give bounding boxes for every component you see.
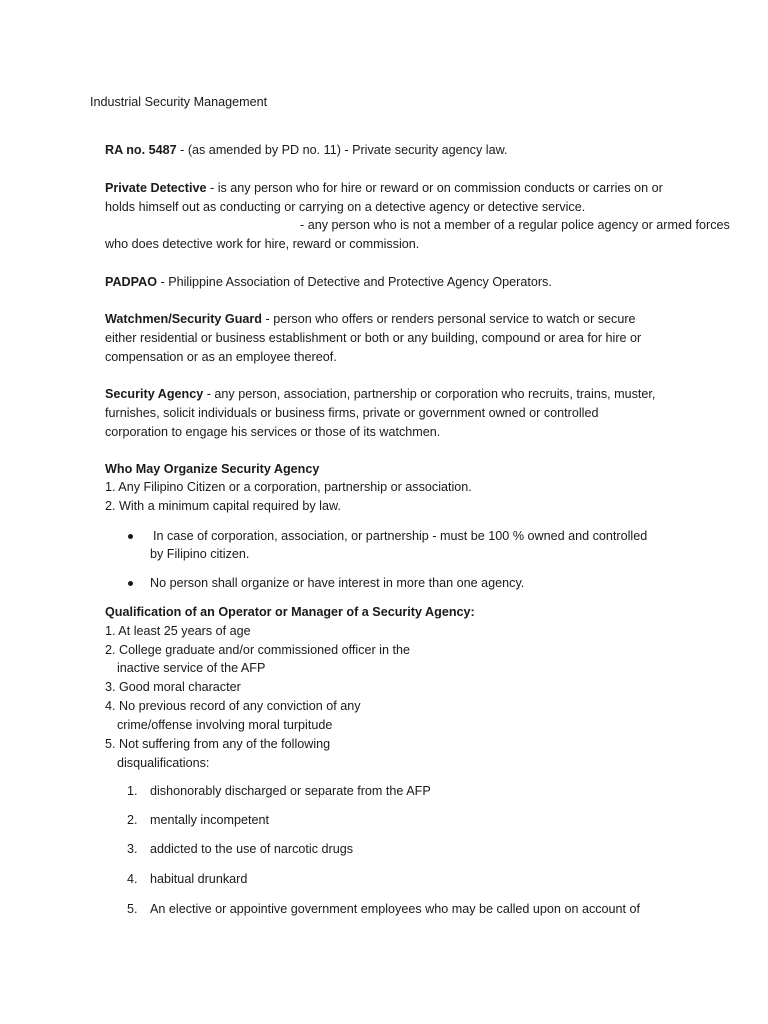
agency-line2: furnishes, solicit individuals or business firms, private or government owned or controlled — [105, 406, 599, 420]
organize-bullet-2: No person shall organize or have interest in more than one agency. — [150, 576, 525, 590]
disqualification-item: dishonorably discharged or separate from the AFP — [150, 784, 431, 798]
watchmen-term: Watchmen/Security Guard — [105, 312, 262, 326]
private-detective-line4: who does detective work for hire, reward or commission. — [105, 237, 420, 251]
organize-item-1: 1. Any Filipino Citizen or a corporation, partnership or association. — [105, 480, 472, 494]
organize-heading — [105, 460, 319, 478]
organize-item-2: 2. With a minimum capital required by law. — [105, 499, 341, 513]
disqualification-number: 5. — [127, 902, 138, 916]
private-detective-line3: - any person who is not a member of a regular police agency or armed forces — [300, 218, 730, 232]
watchmen-line2: either residential or business establishment or both or any building, compound or area for hire or — [105, 331, 642, 345]
qualification-line: 3. Good moral character — [105, 680, 241, 694]
disqualification-item: addicted to the use of narcotic drugs — [150, 842, 354, 856]
bullet-icon — [128, 534, 133, 539]
ra-text: - (as amended by PD no. 11) - Private security agency law. — [176, 143, 508, 157]
qualification-heading-text: Qualification of an Operator or Manager of a Security Agency: — [105, 605, 475, 619]
watchmen-text1: - person who offers or renders personal service to watch or secure — [262, 312, 636, 326]
private-detective-line1 — [105, 179, 663, 197]
qualification-heading — [105, 603, 475, 621]
qualification-line: inactive service of the AFP — [117, 661, 266, 675]
disqualification-number: 4. — [127, 872, 138, 886]
agency-line1 — [105, 385, 655, 403]
watchmen-line1 — [105, 310, 636, 328]
agency-line3: corporation to engage his services or those of its watchmen. — [105, 425, 441, 439]
agency-term: Security Agency — [105, 387, 204, 401]
private-detective-text1: - is any person who for hire or reward or on commission conducts or carries on or — [206, 181, 663, 195]
qualification-line: crime/offense involving moral turpitude — [117, 718, 333, 732]
watchmen-line3: compensation or as an employee thereof. — [105, 350, 337, 364]
private-detective-line2: holds himself out as conducting or carrying on a detective agency or detective service. — [105, 200, 586, 214]
disqualification-number: 2. — [127, 813, 138, 827]
agency-text1: - any person, association, partnership or corporation who recruits, trains, muster, — [203, 387, 656, 401]
qualification-line: 2. College graduate and/or commissioned officer in the — [105, 643, 410, 657]
qualification-line: 4. No previous record of any conviction of any — [105, 699, 361, 713]
qualification-line: 1. At least 25 years of age — [105, 624, 251, 638]
padpao-definition — [105, 273, 552, 291]
disqualification-item: habitual drunkard — [150, 872, 248, 886]
organize-heading-text: Who May Organize Security Agency — [105, 462, 320, 476]
document-title: Industrial Security Management — [90, 95, 268, 109]
qualification-line: disqualifications: — [117, 756, 210, 770]
organize-bullet-1-line1: In case of corporation, association, or partnership - must be 100 % owned and controlled — [153, 529, 648, 543]
private-detective-term: Private Detective — [105, 181, 207, 195]
padpao-text: - Philippine Association of Detective and Protective Agency Operators. — [157, 275, 552, 289]
disqualification-number: 1. — [127, 784, 138, 798]
disqualification-number: 3. — [127, 842, 138, 856]
ra-definition — [105, 141, 507, 159]
disqualification-item: An elective or appointive government employees who may be called upon on account of — [150, 902, 641, 916]
padpao-term: PADPAO — [105, 275, 158, 289]
organize-bullet-1-line2: by Filipino citizen. — [150, 547, 250, 561]
ra-term: RA no. 5487 — [105, 143, 177, 157]
bullet-icon — [128, 581, 133, 586]
disqualification-item: mentally incompetent — [150, 813, 270, 827]
qualification-line: 5. Not suffering from any of the following — [105, 737, 331, 751]
